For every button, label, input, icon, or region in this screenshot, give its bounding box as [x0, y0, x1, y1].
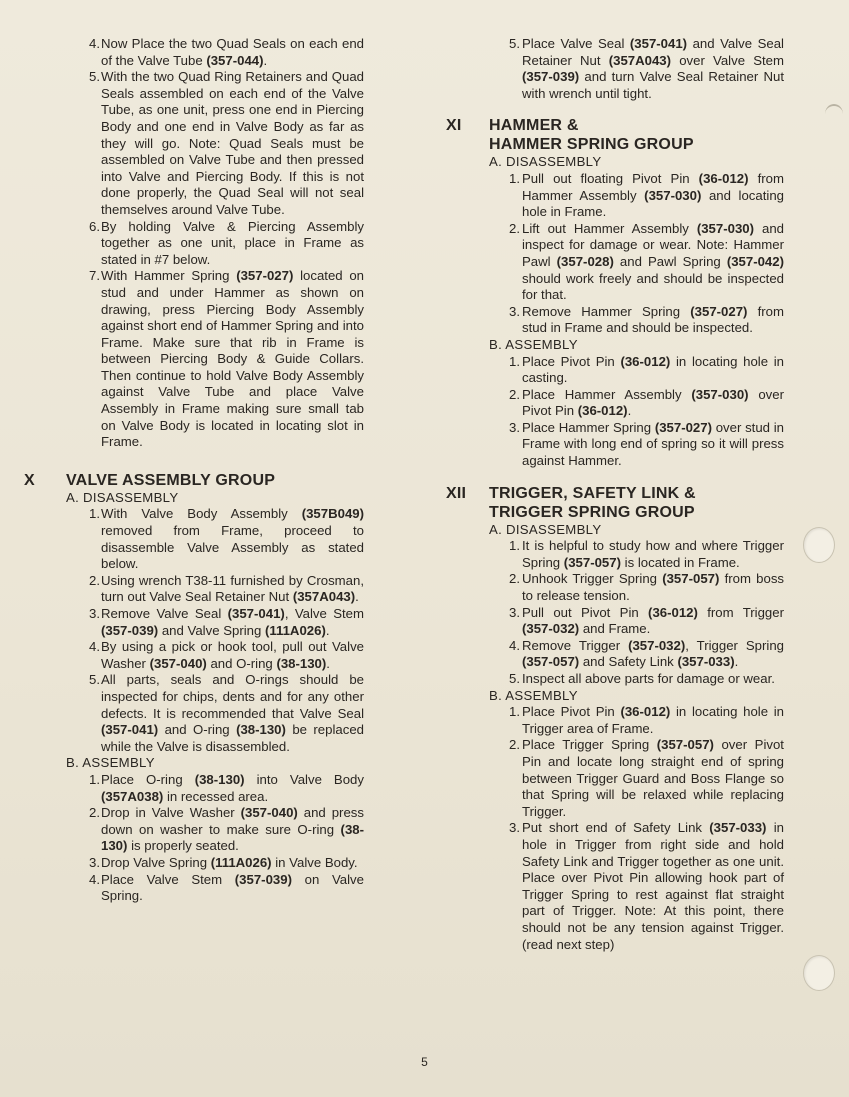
- list-item: [444, 420, 784, 470]
- item-number: 3.: [509, 419, 520, 435]
- section-x-numeral: X: [24, 471, 35, 489]
- section-xii-numeral: XII: [446, 484, 467, 502]
- item-text: By holding Valve & Piercing Assembly together as one unit, place in Frame as stated in #7 below.: [101, 218, 364, 267]
- item-text: It is helpful to study how and where Trigger Spring (357-057) is located in Frame.: [522, 538, 784, 570]
- item-number: 3.: [509, 303, 520, 319]
- list-item: [24, 219, 364, 269]
- list-item: [444, 304, 784, 337]
- page-number: 5: [421, 1055, 428, 1069]
- xi-disassembly-label: A. DISASSEMBLY: [489, 154, 602, 170]
- item-text: Drop Valve Spring (111A026) in Valve Body.: [101, 854, 358, 870]
- list-item: [444, 221, 784, 304]
- list-item: [24, 805, 364, 855]
- list-item: [444, 538, 784, 571]
- list-item: [24, 36, 364, 69]
- item-text: With Hammer Spring (357-027) located on stud and under Hammer as shown on drawing, press Piercing Body Assembly against short end of Hammer Spring and into Frame. Make sure that rib in Frame is between Piercing Body & Guide Collars. Then continue to hold Valve Body Assembly against Valve Tube and place Valve Assembly in Frame making sure small tab on Valve Body is located in locating slot in Frame.: [101, 268, 364, 450]
- xii-assembly-list: [444, 704, 784, 953]
- paper-edge-mark: [825, 104, 843, 124]
- item-text: By using a pick or hook tool, pull out Valve Washer (357-040) and O-ring (38-130).: [101, 639, 364, 671]
- item-number: 5.: [89, 672, 100, 688]
- item-text: Remove Trigger (357-032), Trigger Spring (357-057) and Safety Link (357-033).: [522, 637, 784, 670]
- item-text: Place Valve Stem (357-039) on Valve Spring.: [101, 871, 364, 904]
- list-item: [444, 671, 784, 688]
- list-item: [444, 354, 784, 387]
- xi-assembly-label: B. ASSEMBLY: [489, 336, 578, 352]
- section-x-title: VALVE ASSEMBLY GROUP: [66, 471, 276, 489]
- item-number: 4.: [89, 36, 100, 51]
- list-item: [444, 820, 784, 953]
- xii-disassembly-list: [444, 538, 784, 687]
- item-number: 3.: [509, 604, 520, 620]
- item-text: Drop in Valve Washer (357-040) and press down on washer to make sure O-ring (38-130) is properly seated.: [101, 805, 364, 854]
- section-xii-title-line1: TRIGGER, SAFETY LINK &: [489, 484, 696, 502]
- xii-disassembly-label: A. DISASSEMBLY: [489, 521, 602, 537]
- list-item: [24, 855, 364, 872]
- x-disassembly-list: [24, 506, 364, 755]
- list-item: [24, 506, 364, 572]
- item-text: Remove Valve Seal (357-041), Valve Stem (357-039) and Valve Spring (111A026).: [101, 606, 365, 638]
- list-item: [444, 704, 784, 737]
- item-text: Place Pivot Pin (36-012) in locating hole in Trigger area of Frame.: [522, 704, 784, 736]
- item-number: 5.: [509, 671, 520, 686]
- item-text: Using wrench T38-11 furnished by Crosman, turn out Valve Seal Retainer Nut (357A043).: [101, 572, 364, 605]
- item-number: 1.: [509, 353, 520, 369]
- section-x-heading: [24, 471, 364, 490]
- punch-hole-upper: [803, 527, 835, 563]
- section-xii-heading: [444, 484, 784, 522]
- section-xi-heading: [444, 116, 784, 154]
- item-text: Pull out Pivot Pin (36-012) from Trigger (357-032) and Frame.: [522, 604, 784, 637]
- list-item: [444, 605, 784, 638]
- x-disassembly-label: A. DISASSEMBLY: [66, 489, 179, 505]
- list-item: [444, 36, 784, 102]
- item-text: Unhook Trigger Spring (357-057) from boss to release tension.: [522, 571, 785, 604]
- list-item: [24, 772, 364, 805]
- item-number: 4.: [509, 637, 520, 653]
- item-text: Place O-ring (38-130) into Valve Body (357A038) in recessed area.: [101, 771, 364, 804]
- item-text: Remove Hammer Spring (357-027) from stud in Frame and should be inspected.: [522, 303, 784, 336]
- item-text: With the two Quad Ring Retainers and Quad Seals assembled on each end of the Valve Tube, as one unit, press one end in Piercing Body and one end in Valve Body as far as they will go. Note: Quad Seals must be assembled on Valve Tube and then pressed into Valve and Piercing Body. If this is not done properly, the Quad Seal will not seal themselves around Valve Tube.: [101, 69, 364, 217]
- item-number: 2.: [89, 572, 100, 588]
- item-number: 1.: [509, 704, 520, 720]
- item-text: Place Valve Seal (357-041) and Valve Seal Retainer Nut (357A043) over Valve Stem (357-039) and turn Valve Seal Retainer Nut with wrench until tight.: [522, 36, 784, 101]
- list-item: [24, 606, 364, 639]
- item-number: 5.: [89, 69, 100, 85]
- item-number: 6.: [89, 218, 100, 234]
- item-number: 2.: [509, 571, 520, 587]
- list-item: [24, 268, 364, 451]
- left-column: [24, 36, 364, 905]
- item-text: All parts, seals and O-rings should be inspected for chips, dents and for any other defects. It is recommended that Valve Seal (357-041) and O-ring (38-130) be replaced while the Valve is disassembled.: [101, 672, 364, 754]
- list-item: [444, 638, 784, 671]
- item-text: Place Hammer Assembly (357-030) over Pivot Pin (36-012).: [522, 386, 784, 419]
- list-item: [24, 872, 364, 905]
- list-item: [24, 573, 364, 606]
- item-text: Place Pivot Pin (36-012) in locating hole in casting.: [522, 353, 784, 386]
- item-text: Inspect all above parts for damage or wear.: [522, 671, 775, 686]
- section-xi-title-line2: HAMMER SPRING GROUP: [489, 136, 694, 154]
- list-item: [444, 171, 784, 221]
- x-assembly-label: B. ASSEMBLY: [66, 755, 155, 771]
- xi-assembly-list: [444, 354, 784, 470]
- left-top-list: [24, 36, 364, 451]
- punch-hole-lower: [803, 955, 835, 991]
- x-assembly-list: [24, 772, 364, 905]
- item-number: 2.: [509, 737, 520, 753]
- section-xi-numeral: XI: [446, 117, 462, 135]
- list-item: [24, 672, 364, 755]
- item-number: 5.: [509, 36, 520, 51]
- item-text: With Valve Body Assembly (357B049) removed from Frame, proceed to disassemble Valve Assembly as stated below.: [101, 506, 364, 572]
- item-number: 4.: [89, 871, 100, 887]
- item-text: Lift out Hammer Assembly (357-030) and inspect for damage or wear. Note: Hammer Pawl (357-028) and Pawl Spring (357-042) should work freely and should be inspected for that.: [522, 220, 784, 303]
- item-number: 7.: [89, 268, 100, 284]
- item-number: 4.: [89, 639, 100, 655]
- list-item: [24, 69, 364, 218]
- item-text: Pull out floating Pivot Pin (36-012) from Hammer Assembly (357-030) and locating hole in Frame.: [522, 170, 784, 220]
- section-xi-title-line1: HAMMER &: [489, 117, 579, 135]
- item-number: 3.: [89, 606, 100, 621]
- list-item: [444, 571, 784, 604]
- list-item: [444, 737, 784, 820]
- item-number: 3.: [509, 820, 520, 836]
- xii-assembly-label: B. ASSEMBLY: [489, 687, 578, 703]
- item-text: Put short end of Safety Link (357-033) in hole in Trigger from right side and hold Safety Link and Trigger together as one unit. Place over Pivot Pin allowing hook part of Trigger Spring to rest against flat straight part of Trigger. Note: At this point, there should not be any tension against Trigger. (read next step): [522, 820, 784, 952]
- xi-disassembly-list: [444, 171, 784, 337]
- item-number: 3.: [89, 854, 100, 870]
- item-text: Place Hammer Spring (357-027) over stud in Frame with long end of spring so it will press against Hammer.: [522, 419, 784, 469]
- item-number: 1.: [509, 170, 520, 186]
- item-number: 2.: [509, 386, 520, 402]
- item-number: 2.: [89, 805, 100, 821]
- list-item: [444, 387, 784, 420]
- item-text: Place Trigger Spring (357-057) over Pivot Pin and locate long straight end of spring between Trigger Guard and Boss Flange so that Spring will be relaxed while replacing Trigger.: [522, 737, 784, 819]
- right-column: [444, 36, 784, 953]
- item-number: 1.: [509, 538, 520, 554]
- item-number: 2.: [509, 220, 520, 236]
- item-number: 1.: [89, 506, 100, 522]
- item-number: 1.: [89, 771, 100, 787]
- list-item: [24, 639, 364, 672]
- section-xii-title-line2: TRIGGER SPRING GROUP: [489, 503, 695, 521]
- item-text: Now Place the two Quad Seals on each end of the Valve Tube (357-044).: [101, 36, 364, 68]
- right-top-list: [444, 36, 784, 102]
